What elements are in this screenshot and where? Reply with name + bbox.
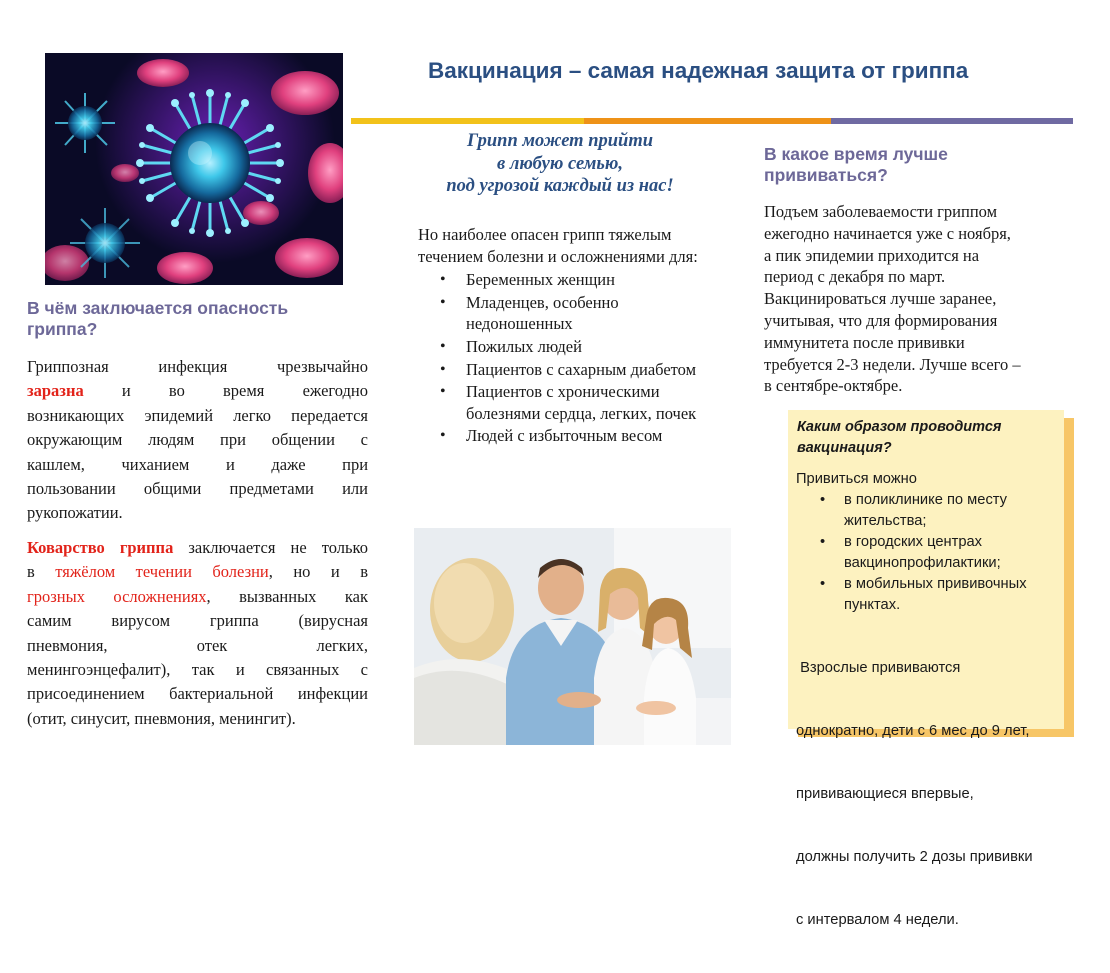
risk-intro: Но наиболее опасен грипп тяжелым течением болезни и осложнениями для: — [418, 225, 698, 266]
text-line: заразна и во время ежегодно — [27, 381, 368, 401]
divider-purple — [831, 118, 1073, 124]
virus-illustration — [45, 53, 343, 285]
slogan-line: под угрозой каждый из нас! — [446, 176, 674, 196]
text-line: должны получить 2 дозы прививки — [796, 849, 1033, 865]
list-item: • в мобильных прививочных пунктах. — [796, 574, 1062, 616]
vaccination-places-list — [796, 490, 1062, 616]
text-line: Подъем заболеваемости гриппом — [764, 202, 998, 221]
text-line: период с декабря по март. — [764, 267, 946, 287]
info-box-body — [796, 469, 1062, 973]
text-line: присоединением бактериальной инфекции — [27, 684, 368, 704]
text-line: грозных осложнениях, вызванных как — [27, 586, 368, 606]
list-item: • Людей с избыточным весом — [418, 425, 718, 447]
text-line: требуется 2-3 недели. Лучше всего – — [764, 354, 1021, 374]
list-item: • в поликлинике по месту жительства; — [796, 490, 1062, 532]
text-line: Гриппозная инфекция чрезвычайно — [27, 357, 368, 376]
danger-paragraph-1 — [27, 355, 368, 526]
text-line: самим вирусом гриппа (вирусная — [27, 611, 368, 631]
timing-heading: В какое время лучше прививаться? — [764, 144, 948, 185]
text-line: кашлем, чиханием и даже при — [27, 454, 368, 474]
text-line: Вакцинироваться лучше заранее, — [764, 289, 997, 309]
slogan — [400, 130, 720, 198]
text-line: менингоэнцефалит), так и связанных с — [27, 659, 368, 679]
info-box-title: Каким образом проводится вакцинация? — [797, 419, 1002, 456]
divider-yellow — [351, 118, 584, 124]
text-line: однократно, дети с 6 мес до 9 лет, — [796, 723, 1030, 739]
list-item: • Пожилых людей — [418, 336, 718, 358]
text-line: возникающих эпидемий легко передается — [27, 405, 368, 425]
text-line: (отит, синусит, пневмония, менингит). — [27, 708, 296, 728]
list-item: • Пациентов с сахарным диабетом — [418, 359, 718, 381]
list-item: • Беременных женщин — [418, 269, 718, 291]
text-line: а пик эпидемии приходится на — [764, 245, 980, 265]
text-line: ежегодно начинается уже с ноября, — [764, 223, 1011, 243]
timing-paragraph — [764, 201, 1064, 397]
info-box-intro: Привиться можно — [796, 471, 917, 487]
text-line: в тяжёлом течении болезни, но и в — [27, 562, 368, 582]
text-line: пневмония, отек легких, — [27, 635, 368, 655]
slogan-line: Грипп может прийти — [466, 131, 653, 151]
list-item: • в городских центрах вакцинопрофилактики; — [796, 532, 1062, 574]
severe-course-emphasis: тяжёлом течении болезни — [55, 562, 269, 582]
slogan-line: в любую семью, — [497, 153, 623, 174]
text-line: прививающиеся впервые, — [796, 786, 974, 802]
text-line: окружающим людям при общении с — [27, 430, 368, 450]
list-item: • Пациентов с хроническими болезнями сердца, легких, почек — [418, 381, 718, 424]
complications-emphasis: грозных осложнениях — [27, 586, 207, 606]
text-line: пользовании общими предметами или — [27, 478, 368, 498]
text-line: рукопожатии. — [27, 503, 123, 523]
text-line: в сентябре-октябре. — [764, 376, 903, 396]
list-item: • Младенцев, особенно недоношенных — [418, 292, 718, 335]
divider-orange — [584, 118, 831, 124]
text-line: Взрослые прививаются — [796, 660, 961, 676]
page-title: Вакцинация – самая надежная защита от гриппа — [428, 58, 969, 83]
family-consultation-photo — [414, 528, 731, 745]
danger-heading: В чём заключается опасность гриппа? — [27, 298, 289, 339]
text-line: с интервалом 4 недели. — [796, 912, 959, 928]
insidious-emphasis: Коварство гриппа — [27, 538, 174, 557]
danger-paragraph-2 — [27, 536, 368, 731]
text-line: Коварство гриппа заключается не только — [27, 538, 368, 557]
text-line: иммунитета после прививки — [764, 332, 965, 352]
contagious-emphasis: заразна — [27, 381, 84, 401]
risk-groups — [418, 224, 718, 448]
text-line: учитывая, что для формирования — [764, 310, 998, 330]
info-box-footer — [796, 616, 1062, 973]
risk-list — [418, 269, 718, 447]
